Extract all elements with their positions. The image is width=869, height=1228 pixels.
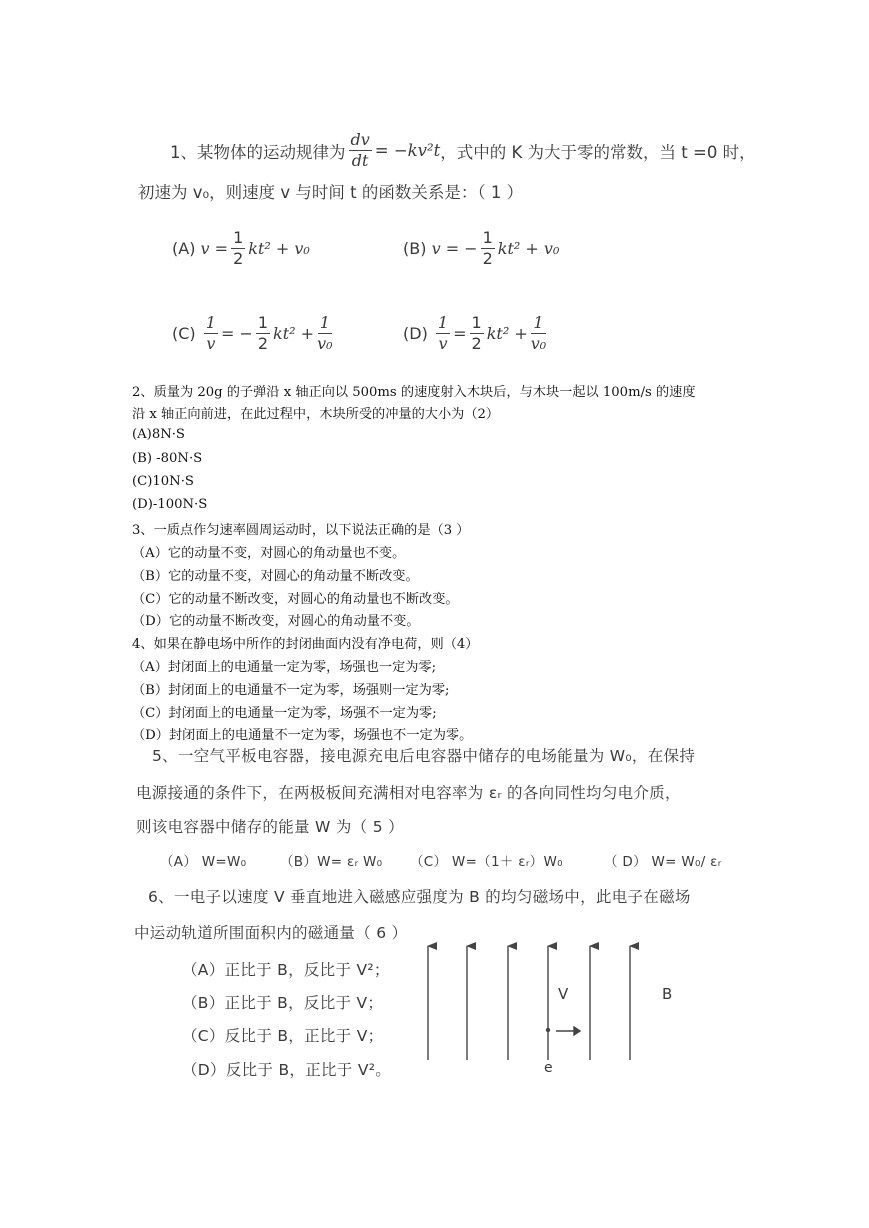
q6-option-a: （A）正比于 B，反比于 V²； [182, 961, 390, 979]
deriv-denominator: dt [351, 151, 369, 170]
q6-option-b: （B）正比于 B，反比于 V； [182, 994, 384, 1012]
q4-stem: 4、如果在静电场中所作的封闭曲面内没有净电荷，则（4） [132, 637, 479, 652]
q6-option-c: （C）反比于 B，正比于 V； [182, 1027, 384, 1045]
q2-option-b: (B) -80N·S [132, 451, 203, 466]
num: 1 [437, 313, 449, 332]
q5-option-d: （ D） W= W₀/ εᵣ [604, 854, 722, 870]
q3-stem: 3、一质点作匀速率圆周运动时，以下说法正确的是（3 ） [132, 523, 470, 538]
num: 1 [257, 313, 269, 332]
opt-label: (A) [172, 239, 196, 258]
opt-rhs: kt² + [273, 324, 315, 343]
q2-stem-line1: 2、质量为 20g 的子弹沿 x 轴正向以 500ms 的速度射入木块后，与木块一起以 100m/s 的速度 [132, 385, 696, 400]
den: 2 [257, 334, 269, 353]
opt-lhs: v = [200, 239, 229, 258]
den: v [438, 334, 448, 353]
deriv-numerator: dv [350, 130, 370, 149]
opt-label: (D) [403, 324, 428, 343]
q3-option-a: （A）它的动量不变，对圆心的角动量也不变。 [132, 546, 406, 561]
q3-option-d: （D）它的动量不断改变，对圆心的角动量不变。 [132, 614, 420, 629]
opt-rhs: kt² + v₀ [248, 239, 310, 258]
opt-mid: = − [220, 324, 253, 343]
opt-rhs: kt² + v₀ [497, 239, 560, 258]
num: 1 [533, 313, 544, 332]
q2-option-d: (D)-100N·S [132, 497, 208, 512]
den: 2 [471, 334, 482, 353]
q5-stem-line2: 电源接通的条件下，在两极板间充满相对电容率为 εᵣ 的各向同性均匀电介质， [136, 784, 681, 802]
q3-option-c: （C）它的动量不断改变，对圆心的角动量也不断改变。 [132, 592, 459, 607]
field-label: B [662, 985, 673, 1003]
num: 1 [233, 228, 244, 247]
q5-stem-line1: 5、一空气平板电容器，接电源充电后电容器中储存的电场能量为 W₀，在保持 [152, 747, 696, 765]
velocity-label: V [558, 985, 569, 1003]
q6-option-d: （D）反比于 B，正比于 V²。 [182, 1061, 392, 1079]
q1-stem-text-post: ，式中的 K 为大于零的常数，当 t =0 时， [440, 142, 756, 162]
den: 2 [233, 249, 244, 268]
q5-stem-line3: 则该电容器中储存的能量 W 为（ 5 ） [136, 818, 404, 836]
q4-option-a: （A）封闭面上的电通量一定为零，场强也一定为零; [132, 660, 437, 675]
opt-lhs: v = − [431, 239, 478, 258]
num: 1 [482, 228, 493, 247]
opt-label: (C) [172, 324, 196, 343]
num: 1 [205, 313, 216, 332]
electron-dot [546, 1028, 550, 1032]
velocity-arrow-head [574, 1027, 580, 1035]
q5-option-c: （C） W=（1＋ εᵣ）W₀ [410, 854, 563, 870]
opt-label: (B) [403, 239, 427, 258]
q2-option-a: (A)8N·S [132, 427, 185, 442]
q1-equation-rhs: = −kv²t [374, 141, 441, 160]
opt-rhs: kt² + [486, 324, 528, 343]
q4-option-d: （D）封闭面上的电通量不一定为零，场强也不一定为零。 [132, 728, 473, 743]
opt-mid: = [453, 324, 467, 343]
q4-option-b: （B）封闭面上的电通量不一定为零，场强则一定为零; [132, 683, 450, 698]
q5-option-b: （B）W= εᵣ W₀ [280, 854, 383, 870]
electron-label: e [544, 1060, 553, 1076]
num: 1 [471, 313, 482, 332]
den: v₀ [317, 334, 333, 353]
den: v₀ [530, 334, 547, 353]
num: 1 [319, 313, 330, 332]
q2-option-c: (C)10N·S [132, 474, 194, 489]
q4-option-c: （C）封闭面上的电通量一定为零，场强不一定为零; [132, 706, 437, 721]
q1-stem-text: 1、某物体的运动规律为 [170, 142, 346, 162]
den: v [206, 334, 216, 353]
q3-option-b: （B）它的动量不变，对圆心的角动量不断改变。 [132, 569, 419, 584]
q6-stem-line1: 6、一电子以速度 V 垂直地进入磁感应强度为 B 的均匀磁场中，此电子在磁场 [148, 888, 691, 906]
den: 2 [482, 249, 493, 268]
q1-stem-line2: 初速为 v₀，则速度 v 与时间 t 的函数关系是：（ 1 ） [138, 183, 524, 202]
q5-option-a: （A） W=W₀ [160, 854, 247, 870]
q6-stem-line2: 中运动轨道所围面积内的磁通量（ 6 ） [134, 924, 408, 942]
q2-stem-line2: 沿 x 轴正向前进，在此过程中，木块所受的冲量的大小为（2） [132, 407, 500, 422]
